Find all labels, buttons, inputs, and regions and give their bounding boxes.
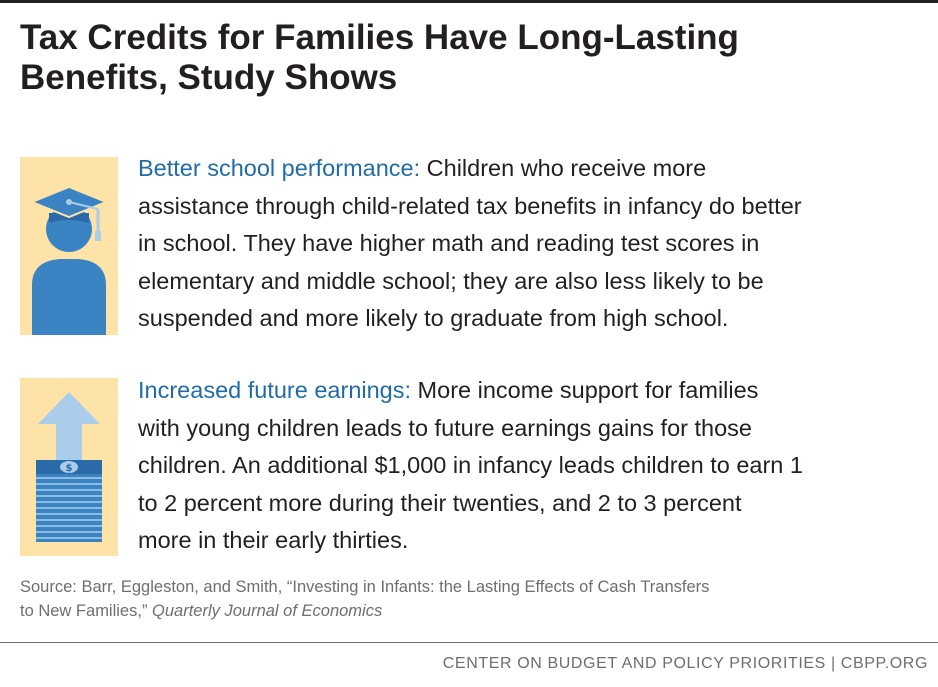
page-title [20,18,920,98]
source-line-2 [20,599,920,623]
footer-credit: CENTER ON BUDGET AND POLICY PRIORITIES | CBPP.ORG [442,655,928,672]
svg-text:$: $ [65,463,73,474]
item-text: Children who receive more [420,155,707,181]
item-line: elementary and middle school; they are also less likely to be [138,267,764,294]
item-line: suspended and more likely to graduate from high school. [138,305,729,331]
item-line: to 2 percent more during their twenties, and 2 to 3 percent [138,489,742,516]
item-line: with young children leads to future earnings gains for those [138,414,752,441]
item-line: more in their early thirties. [138,527,409,553]
title-line-1: Tax Credits for Families Have Long-Lasting [20,18,739,57]
item-lead: Increased future earnings: [138,377,412,403]
title-line-2: Benefits, Study Shows [20,58,398,97]
money-growth-icon [20,378,118,556]
item-lead: Better school performance: [138,155,421,181]
source-line-1: Source: Barr, Eggleston, and Smith, “Investing in Infants: the Lasting Effects of Cash Transfers [20,578,710,596]
item-line: assistance through child-related tax benefits in infancy do better [138,192,802,219]
item-text: More income support for families [411,377,759,403]
item-future-earnings [138,372,928,560]
top-rule [0,0,938,3]
item-school-performance [138,150,928,338]
source-journal: Quarterly Journal of Economics [152,602,383,620]
footer-divider [0,642,938,643]
source-note [20,575,920,623]
item-line [138,150,928,188]
graduate-icon [20,157,118,335]
item-line: children. An additional $1,000 in infancy leads children to earn 1 [138,452,803,478]
item-line [138,372,928,410]
source-prefix: to New Families,” [20,602,153,620]
item-line: in school. They have higher math and reading test scores in [138,230,760,256]
